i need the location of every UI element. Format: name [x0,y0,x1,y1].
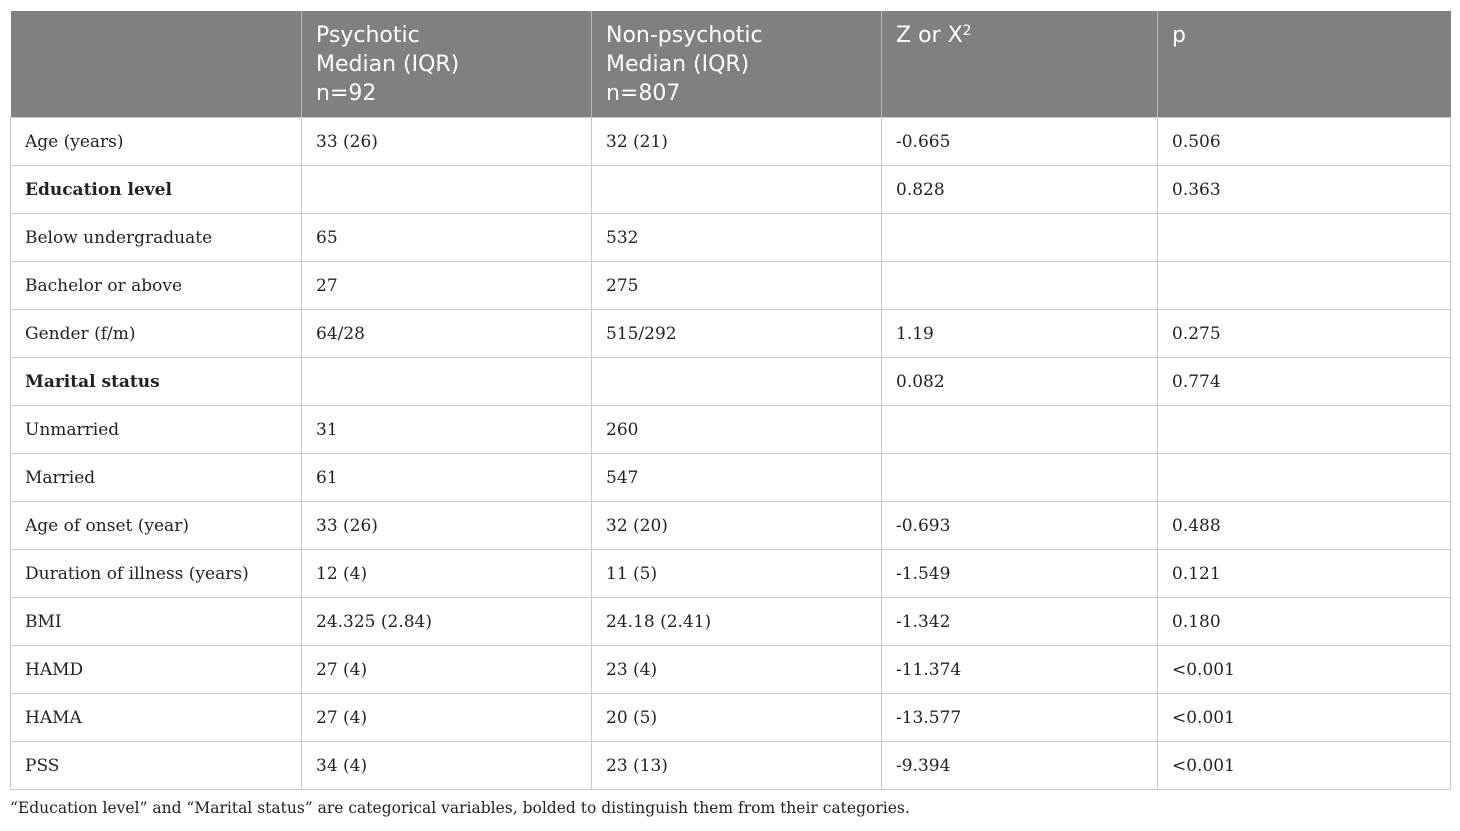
header-statistic-sup: 2 [962,23,972,39]
table-row [11,646,1451,694]
table-row [11,118,1451,166]
statistic-value: -0.665 [882,118,1158,166]
statistic-value: -13.577 [882,694,1158,742]
row-label: HAMD [11,646,302,694]
p-value [1158,454,1451,502]
row-label: PSS [11,742,302,790]
row-label: Below undergraduate [11,214,302,262]
table-row [11,262,1451,310]
table-footnote: “Education level” and “Marital status” are categorical variables, bolded to distinguish them from their categories. [10,799,910,817]
statistic-value [882,262,1158,310]
psychotic-value [302,358,592,406]
p-value: 0.275 [1158,310,1451,358]
nonpsychotic-value [592,166,882,214]
nonpsychotic-value: 515/292 [592,310,882,358]
row-label: HAMA [11,694,302,742]
p-value [1158,262,1451,310]
header-statistic-base: Z or X [896,23,963,48]
p-value [1158,406,1451,454]
nonpsychotic-value: 23 (4) [592,646,882,694]
header-nonpsychotic-line3: n=807 [606,81,681,106]
row-label: BMI [11,598,302,646]
header-psychotic-line2: Median (IQR) [316,52,460,77]
table-row [11,166,1451,214]
nonpsychotic-value: 275 [592,262,882,310]
table-row [11,214,1451,262]
psychotic-value: 27 [302,262,592,310]
row-label: Marital status [11,358,302,406]
nonpsychotic-value: 11 (5) [592,550,882,598]
psychotic-value: 33 (26) [302,118,592,166]
row-label: Unmarried [11,406,302,454]
header-p-value: p [1158,11,1451,118]
header-nonpsychotic-line1: Non-psychotic [606,23,763,48]
table-row [11,694,1451,742]
psychotic-value: 34 (4) [302,742,592,790]
statistic-value [882,454,1158,502]
row-label: Bachelor or above [11,262,302,310]
psychotic-value: 24.325 (2.84) [302,598,592,646]
nonpsychotic-value: 20 (5) [592,694,882,742]
p-value: <0.001 [1158,694,1451,742]
row-label: Duration of illness (years) [11,550,302,598]
p-value: 0.506 [1158,118,1451,166]
p-value: <0.001 [1158,646,1451,694]
nonpsychotic-value: 23 (13) [592,742,882,790]
p-value: <0.001 [1158,742,1451,790]
p-value: 0.774 [1158,358,1451,406]
table-row [11,742,1451,790]
table-row [11,550,1451,598]
header-psychotic-line1: Psychotic [316,23,420,48]
p-value: 0.121 [1158,550,1451,598]
statistic-value: -0.693 [882,502,1158,550]
table-row [11,598,1451,646]
statistic-value: 0.082 [882,358,1158,406]
row-label: Gender (f/m) [11,310,302,358]
row-label: Age (years) [11,118,302,166]
header-psychotic-line3: n=92 [316,81,377,106]
p-value [1158,214,1451,262]
table-row [11,310,1451,358]
statistic-value [882,214,1158,262]
psychotic-value: 33 (26) [302,502,592,550]
row-label: Education level [11,166,302,214]
data-table [10,11,1451,790]
nonpsychotic-value: 24.18 (2.41) [592,598,882,646]
psychotic-value: 61 [302,454,592,502]
nonpsychotic-value: 532 [592,214,882,262]
header-nonpsychotic [592,11,882,118]
header-nonpsychotic-line2: Median (IQR) [606,52,750,77]
table-row [11,406,1451,454]
psychotic-value: 31 [302,406,592,454]
psychotic-value: 64/28 [302,310,592,358]
p-value: 0.363 [1158,166,1451,214]
statistic-value: -9.394 [882,742,1158,790]
row-label: Age of onset (year) [11,502,302,550]
nonpsychotic-value [592,358,882,406]
nonpsychotic-value: 32 (20) [592,502,882,550]
statistic-value [882,406,1158,454]
statistic-value: 0.828 [882,166,1158,214]
statistic-value: -1.549 [882,550,1158,598]
p-value: 0.488 [1158,502,1451,550]
nonpsychotic-value: 260 [592,406,882,454]
statistic-value: -1.342 [882,598,1158,646]
table-row [11,358,1451,406]
header-row [11,11,1451,118]
psychotic-value: 65 [302,214,592,262]
row-label: Married [11,454,302,502]
psychotic-value: 27 (4) [302,694,592,742]
header-statistic [882,11,1158,118]
header-variable [11,11,302,118]
psychotic-value: 12 (4) [302,550,592,598]
table-row [11,454,1451,502]
table-row [11,502,1451,550]
nonpsychotic-value: 32 (21) [592,118,882,166]
psychotic-value [302,166,592,214]
statistic-value: -11.374 [882,646,1158,694]
statistic-value: 1.19 [882,310,1158,358]
data-table-container [10,11,1450,790]
p-value: 0.180 [1158,598,1451,646]
nonpsychotic-value: 547 [592,454,882,502]
header-psychotic [302,11,592,118]
psychotic-value: 27 (4) [302,646,592,694]
